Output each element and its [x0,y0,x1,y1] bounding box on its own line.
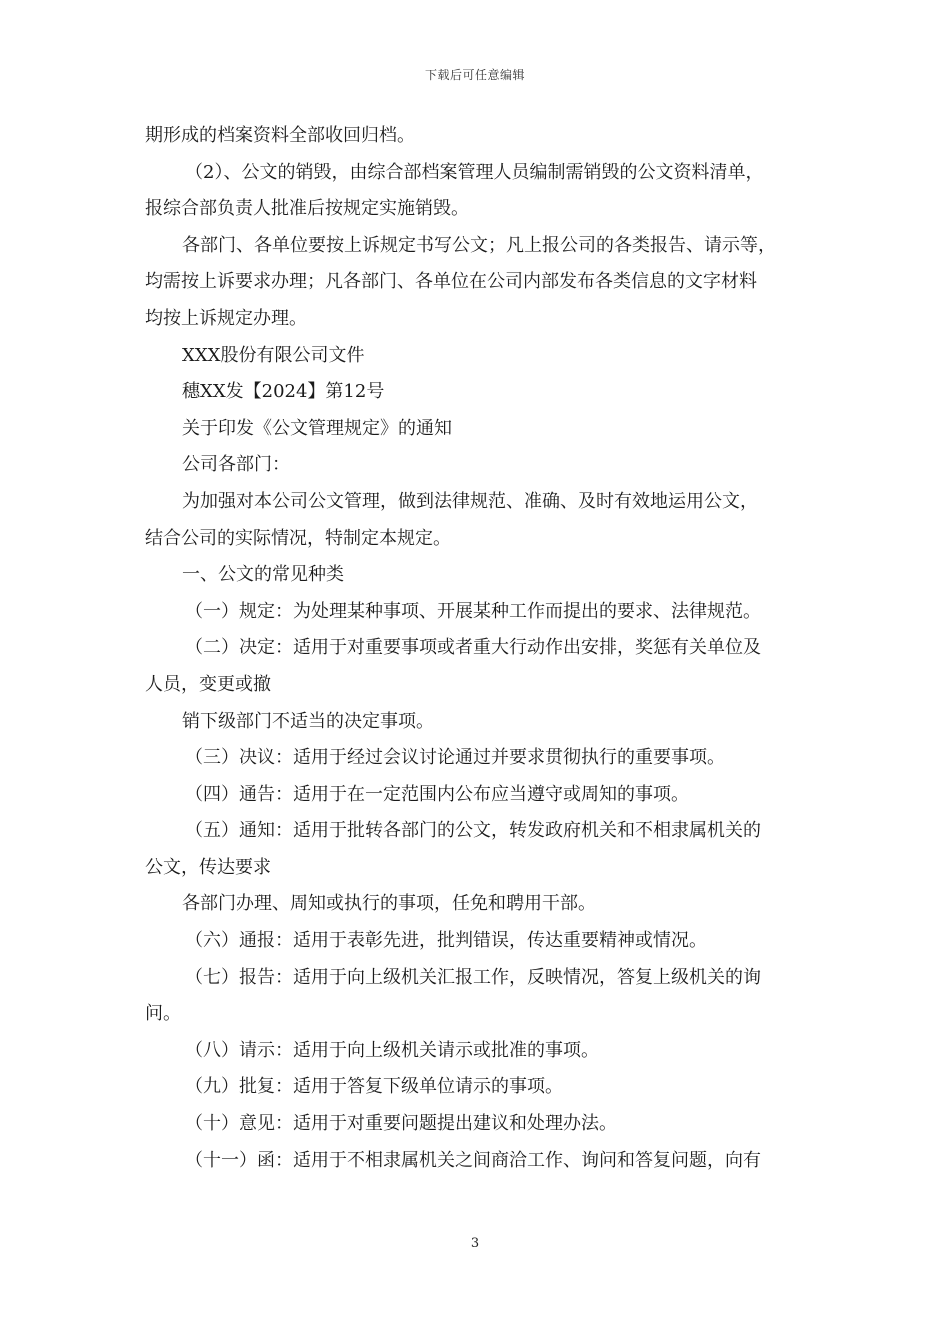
text-line: 公司各部门： [182,454,290,476]
text-line: 结合公司的实际情况，特制定本规定。 [145,527,451,549]
text-line: 为加强对本公司公文管理，做到法律规范、准确、及时有效地运用公文， [182,490,758,512]
text-line: 穗XX发【2024】第12号 [182,381,385,403]
text-line: XXX股份有限公司文件 [182,344,365,366]
text-line: 关于印发《公文管理规定》的通知 [182,417,452,439]
text-line: 公文，传达要求 [145,856,271,878]
page-number: 3 [470,1236,480,1251]
text-line: （2）、公文的销毁，由综合部档案管理人员编制需销毁的公文资料清单， [185,161,764,183]
text-line: 一、公文的常见种类 [182,564,344,586]
text-line: （二）决定：适用于对重要事项或者重大行动作出安排，奖惩有关单位及 [185,637,761,659]
page-header: 下载后可任意编辑 [424,68,525,82]
text-line: （一）规定：为处理某种事项、开展某种工作而提出的要求、法律规范。 [185,600,761,622]
text-line: （三）决议：适用于经过会议讨论通过并要求贯彻执行的重要事项。 [185,747,725,769]
text-line: （十一）函：适用于不相隶属机关之间商洽工作、询问和答复问题，向有 [185,1149,761,1171]
text-line: 均需按上诉要求办理；凡各部门、各单位在公司内部发布各类信息的文字材料 [145,271,757,293]
text-line: 期形成的档案资料全部收回归档。 [145,125,415,146]
text-line: （九）批复：适用于答复下级单位请示的事项。 [185,1076,563,1098]
document-body [145,118,815,1179]
text-line: （八）请示：适用于向上级机关请示或批准的事项。 [185,1039,599,1061]
text-line: （十）意见：适用于对重要问题提出建议和处理办法。 [185,1113,617,1135]
text-line: 问。 [145,1003,181,1025]
text-line: 人员，变更或撤 [145,673,271,695]
text-line: 各部门办理、周知或执行的事项，任免和聘用干部。 [182,893,596,915]
text-line: 报综合部负责人批准后按规定实施销毁。 [145,198,469,220]
text-line: 均按上诉规定办理。 [145,307,307,329]
text-line: 销下级部门不适当的决定事项。 [182,710,434,732]
text-line: （七）报告：适用于向上级机关汇报工作，反映情况，答复上级机关的询 [185,966,761,988]
text-line: （六）通报：适用于表彰先进，批判错误，传达重要精神或情况。 [185,930,707,952]
text-line: （五）通知：适用于批转各部门的公文，转发政府机关和不相隶属机关的 [185,820,761,842]
text-line: 各部门、各单位要按上诉规定书写公文；凡上报公司的各类报告、请示等， [182,234,776,256]
text-line: （四）通告：适用于在一定范围内公布应当遵守或周知的事项。 [185,783,689,805]
